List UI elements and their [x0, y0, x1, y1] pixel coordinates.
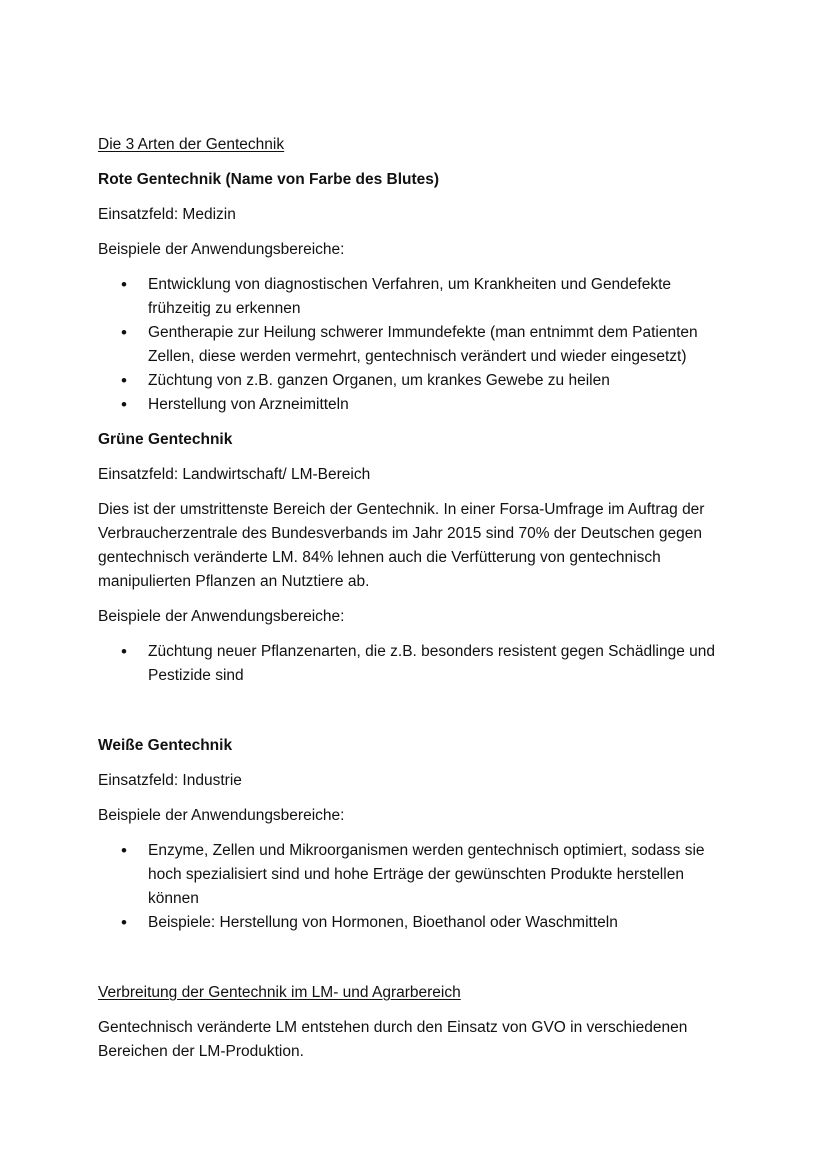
list-item: • Entwicklung von diagnostischen Verfahren, um Krankheiten und Gendefekte frühzeitig zu erkennen [148, 273, 738, 321]
weisse-einsatzfeld: Einsatzfeld: Industrie [98, 772, 242, 789]
list-item: • Gentherapie zur Heilung schwerer Immundefekte (man entnimmt dem Patienten Zellen, diese werden vermehrt, gentechnisch verändert und wieder eingesetzt) [148, 321, 738, 369]
spacer [98, 946, 738, 981]
gruene-einsatzfeld: Einsatzfeld: Landwirtschaft/ LM-Bereich [98, 466, 371, 483]
weisse-gentechnik-title: Weiße Gentechnik [98, 737, 233, 754]
rote-gentechnik-title: Rote Gentechnik (Name von Farbe des Blutes) [98, 171, 440, 188]
gruene-beispiele-label: Beispiele der Anwendungsbereiche: [98, 608, 345, 625]
heading-arten: Die 3 Arten der Gentechnik [98, 136, 285, 153]
list-item: • Herstellung von Arzneimitteln [148, 393, 738, 417]
rote-list [98, 273, 738, 417]
gruene-list [98, 640, 738, 688]
gruene-paragraph: Dies ist der umstrittenste Bereich der Gentechnik. In einer Forsa-Umfrage im Auftrag der Verbraucherzentrale des Bundesverbands im Jahr 2015 sind 70% der Deutschen gegen gentechnisch veränderte LM. 84% lehnen auch die Verfütterung von gentechnisch manipulierten Pflanzen an Nutztiere ab. [98, 501, 705, 590]
list-item: • Züchtung von z.B. ganzen Organen, um krankes Gewebe zu heilen [148, 369, 738, 393]
document-page [98, 133, 738, 1075]
spacer [98, 699, 738, 734]
weisse-beispiele-label: Beispiele der Anwendungsbereiche: [98, 807, 345, 824]
list-item: • Beispiele: Herstellung von Hormonen, Bioethanol oder Waschmitteln [148, 911, 738, 935]
gruene-gentechnik-title: Grüne Gentechnik [98, 431, 233, 448]
rote-einsatzfeld: Einsatzfeld: Medizin [98, 206, 236, 223]
verbreitung-paragraph: Gentechnisch veränderte LM entstehen durch den Einsatz von GVO in verschiedenen Bereichen der LM-Produktion. [98, 1019, 688, 1060]
list-item: • Enzyme, Zellen und Mikroorganismen werden gentechnisch optimiert, sodass sie hoch spezialisiert sind und hohe Erträge der gewünschten Produkte herstellen können [148, 839, 738, 911]
weisse-list [98, 839, 738, 935]
rote-beispiele-label: Beispiele der Anwendungsbereiche: [98, 241, 345, 258]
list-item: • Züchtung neuer Pflanzenarten, die z.B. besonders resistent gegen Schädlinge und Pestizide sind [148, 640, 738, 688]
verbreitung-heading: Verbreitung der Gentechnik im LM- und Agrarbereich [98, 984, 461, 1001]
